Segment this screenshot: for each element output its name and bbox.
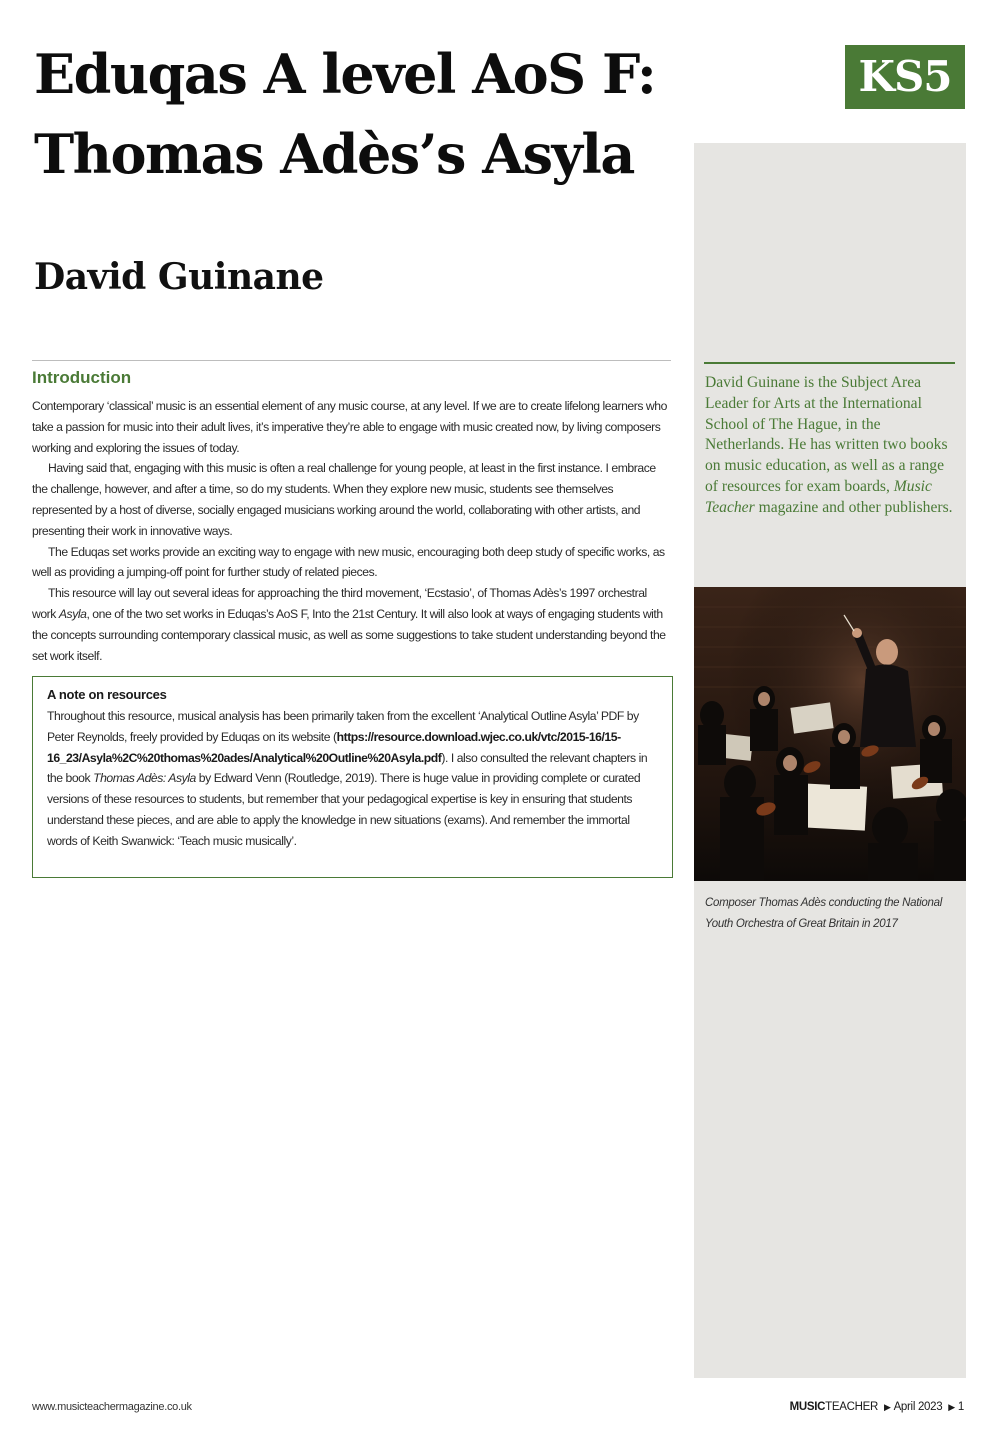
footer-brand-music: MUSIC xyxy=(789,1401,826,1413)
footer-masthead xyxy=(790,1399,964,1415)
intro-paragraph-4-b: , one of the two set works in Eduqas’s AoS F, Into the 21st Century. It will also look at ways of engaging students with the concepts surrounding contemporary classical music, as well as some suggestions to take student understanding beyond the set work itself. xyxy=(32,606,666,663)
intro-paragraph-2: Having said that, engaging with this music is often a real challenge for young people, at least in the first instance. I embrace the challenge, however, and after a time, so do my students. When they explore new music, students see themselves represented by a host of diverse, socially engaged musicians working around the world, collaborating with other artists, and presenting their work in innovative ways. xyxy=(32,461,656,538)
note-body xyxy=(47,706,660,852)
footer-brand-teacher: TEACHER xyxy=(825,1401,879,1413)
note-text-3: by Edward Venn (Routledge, 2019). There is huge value in providing complete or curated versions of these resources to students, but remember that your pedagogical expertise is key in ensuring that students understand these pieces, and are able to apply the knowledge in new situations (exams). And remember the immortal words of Keith Swanwick: ‘Teach music musically’. xyxy=(47,771,641,848)
section-heading-introduction: Introduction xyxy=(32,368,132,387)
footer-issue-date: April 2023 xyxy=(893,1401,943,1413)
book-title: Thomas Adès: Asyla xyxy=(93,771,196,786)
section-divider xyxy=(32,360,671,361)
resource-link[interactable]: https://resource.download.wjec.co.uk/vtc/2015-16/15-16_23/Asyla%2C%20thomas%20ades/Analytical%20Outline%20Asyla.pdf xyxy=(47,729,621,765)
footer-website-link[interactable]: www.musicteachermagazine.co.uk xyxy=(32,1401,192,1413)
page-title xyxy=(34,34,694,194)
bio-magazine-name: Music Teacher xyxy=(705,477,932,516)
key-stage-badge: KS5 xyxy=(845,45,965,109)
note-heading: A note on resources xyxy=(47,687,167,702)
triangle-right-icon: ▶ xyxy=(948,1402,955,1412)
intro-paragraph-1: Contemporary ‘classical’ music is an essential element of any music course, at any level. If we are to create lifelong learners who take a passion for music into their adult lives, it’s imperative they’re able to engage with music created now, by living composers working and exploring the issues of today. xyxy=(32,399,667,455)
orchestra-image xyxy=(694,587,966,881)
note-text-1: Throughout this resource, musical analysis has been primarily taken from the excellent ‘Analytical Outline Asyla’ PDF by Peter Reynolds, freely provided by Eduqas on its website ( xyxy=(47,709,639,744)
introduction-body xyxy=(32,396,668,666)
author-name: David Guinane xyxy=(34,256,324,298)
photo-caption: Composer Thomas Adès conducting the National Youth Orchestra of Great Britain in 2017 xyxy=(705,897,942,930)
author-bio xyxy=(705,373,957,519)
triangle-right-icon: ▶ xyxy=(883,1402,891,1412)
title-line-1: Eduqas A level AoS F: xyxy=(34,42,656,106)
bio-part-2: magazine and other publishers. xyxy=(754,498,953,516)
intro-paragraph-4 xyxy=(32,583,668,666)
bio-part-1: David Guinane is the Subject Area Leader for Arts at the International School of The Hague, in the Netherlands. He has written two books on music education, as well as a range of resources for exam boards, xyxy=(705,374,948,495)
resources-note-box xyxy=(32,676,673,878)
set-work-title: Asyla xyxy=(58,606,87,621)
note-text-2: ). I also consulted the relevant chapters in the book xyxy=(47,750,648,786)
bio-divider xyxy=(704,362,955,364)
page-number: 1 xyxy=(957,1401,964,1413)
intro-paragraph-3: The Eduqas set works provide an exciting way to engage with new music, encouraging both deep study of specific works, as well as providing a jumping-off point for further study of related pieces. xyxy=(32,544,665,580)
title-line-2: Thomas Adès’s Asyla xyxy=(34,122,634,186)
conductor-photo xyxy=(694,587,966,881)
intro-paragraph-4-a: This resource will lay out several ideas for approaching the third movement, ‘Ecstasio’, of Thomas Adès’s 1997 orchestral work xyxy=(32,586,647,621)
